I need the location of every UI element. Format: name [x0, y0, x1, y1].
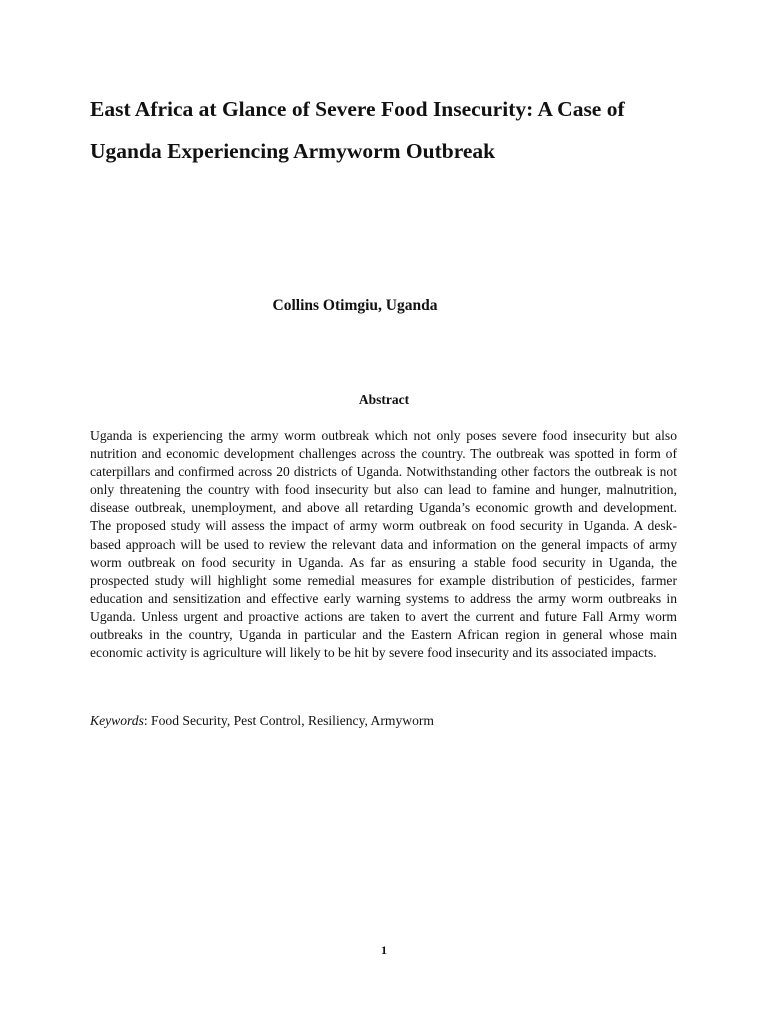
- author-line: Collins Otimgiu, Uganda: [272, 297, 438, 314]
- page-number: 1: [381, 943, 387, 957]
- abstract-heading: Abstract: [358, 392, 410, 407]
- paper-title: East Africa at Glance of Severe Food Insecurity: A Case of Uganda Experiencing Armyworm Outbreak: [90, 97, 625, 163]
- keywords-line: [90, 712, 677, 730]
- keywords-label: Keywords: [90, 713, 144, 728]
- abstract-body: Uganda is experiencing the army worm outbreak which not only poses severe food insecurity but also nutrition and economic development challenges across the country. The outbreak was spotted in form of caterpillars and confirmed across 20 districts of Uganda. Notwithstanding other factors the outbreak is not only threatening the country with food insecurity but also can lead to famine and hunger, malnutrition, disease outbreak, unemployment, and above all retarding Uganda’s economic growth and development. The proposed study will assess the impact of army worm outbreak on food security in Uganda. A desk-based approach will be used to review the relevant data and information on the general impacts of army worm outbreak on food security in Uganda. As far as ensuring a stable food security in Uganda, the prospected study will highlight some remedial measures for example distribution of pesticides, farmer education and sensitization and effective early warning systems to address the army worm outbreaks in Uganda. Unless urgent and proactive actions are taken to avert the current and future Fall Army worm outbreaks in the country, Uganda in particular and the Eastern African region in general whose main economic activity is agriculture will likely to be hit by severe food insecurity and its associated impacts.: [90, 428, 677, 661]
- keywords-list: : Food Security, Pest Control, Resiliency, Armyworm: [143, 713, 434, 728]
